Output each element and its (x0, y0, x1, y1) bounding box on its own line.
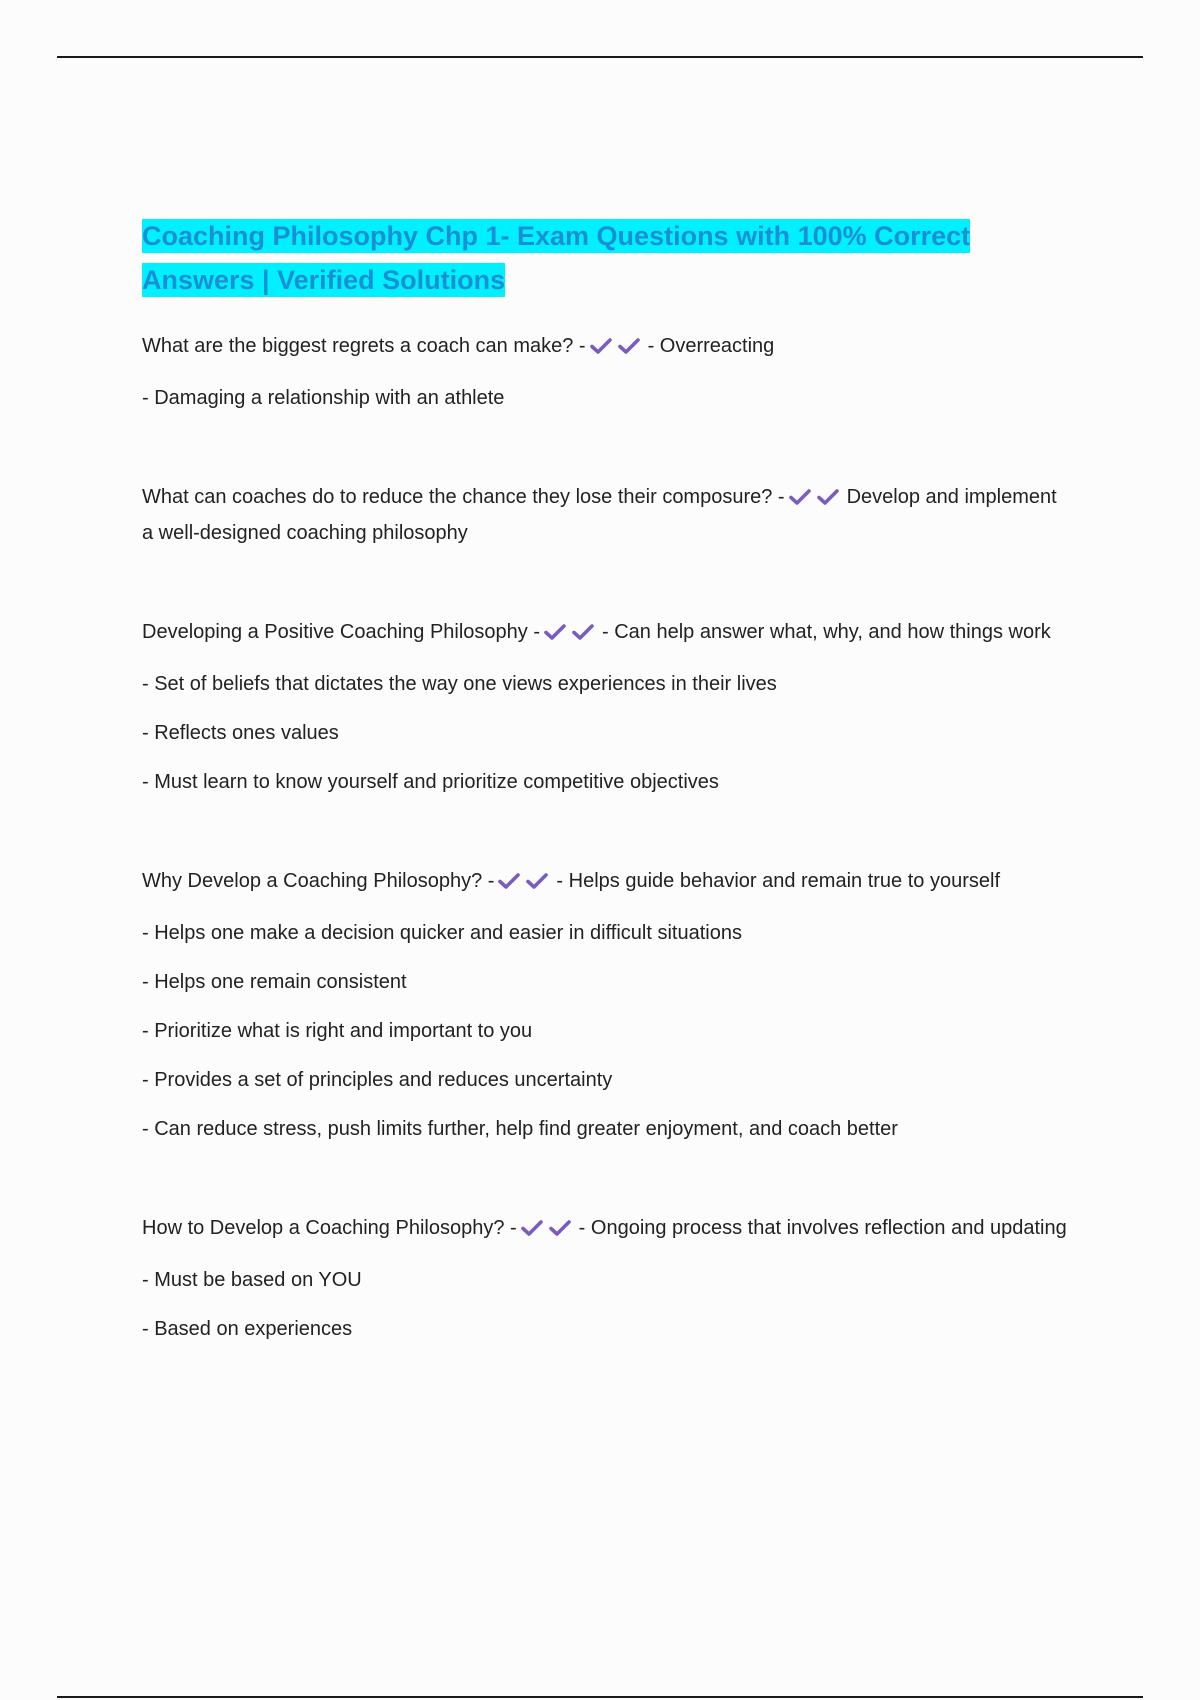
bottom-rule (57, 1696, 1143, 1698)
check-icon (498, 872, 520, 890)
answer-text: - Can help answer what, why, and how things work (602, 621, 1051, 643)
check-icon (789, 488, 811, 506)
qa-item (142, 330, 1072, 415)
check-icon (590, 337, 612, 355)
answer-text: Develop and implement a well-designed coaching philosophy (142, 486, 1057, 544)
answer-text: - Overreacting (647, 335, 775, 357)
check-icon (817, 488, 839, 506)
question-text: What can coaches do to reduce the chance they lose their composure? - (142, 486, 785, 508)
question-line (142, 330, 1072, 366)
check-icon (544, 623, 566, 641)
answer-bullet: - Can reduce stress, push limits further, help find greater enjoyment, and coach better (142, 1118, 898, 1140)
qa-item (142, 616, 1072, 799)
answer-bullet: - Set of beliefs that dictates the way one views experiences in their lives (142, 673, 777, 695)
answer-bullet: - Reflects ones values (142, 722, 339, 744)
document-content (142, 214, 1072, 1346)
question-line (142, 1212, 1072, 1248)
answer-text: - Helps guide behavior and remain true to yourself (556, 870, 1000, 892)
double-check-icon (544, 619, 600, 652)
double-check-icon (521, 1215, 577, 1248)
check-icon (549, 1219, 571, 1237)
answer-bullet: - Prioritize what is right and important to you (142, 1020, 533, 1042)
check-icon (572, 623, 594, 641)
answer-bullet: - Based on experiences (142, 1318, 353, 1340)
question-text: Why Develop a Coaching Philosophy? - (142, 870, 495, 892)
question-line (142, 865, 1072, 901)
title-line-2: Answers | Verified Solutions (142, 265, 506, 295)
check-icon (521, 1219, 543, 1237)
double-check-icon (498, 868, 554, 901)
double-check-icon (789, 484, 845, 517)
question-text: Developing a Positive Coaching Philosophy - (142, 621, 541, 643)
question-text: How to Develop a Coaching Philosophy? - (142, 1217, 517, 1239)
answer-text: - Ongoing process that involves reflection and updating (578, 1217, 1067, 1239)
question-line (142, 616, 1072, 652)
check-icon (526, 872, 548, 890)
check-icon (618, 337, 640, 355)
answer-bullet: - Helps one make a decision quicker and easier in difficult situations (142, 922, 742, 944)
qa-item (142, 865, 1072, 1146)
title-line-1: Coaching Philosophy Chp 1- Exam Questions with 100% Correct (142, 221, 971, 251)
answer-bullet: - Must learn to know yourself and prioritize competitive objectives (142, 771, 719, 793)
double-check-icon (590, 333, 646, 366)
top-rule (57, 56, 1143, 58)
answer-bullet: - Helps one remain consistent (142, 971, 407, 993)
question-text: What are the biggest regrets a coach can make? - (142, 335, 586, 357)
qa-item (142, 481, 1072, 550)
answer-bullet: - Must be based on YOU (142, 1269, 362, 1291)
document-title (142, 214, 1072, 302)
question-line (142, 481, 1072, 550)
qa-list (142, 330, 1072, 1346)
answer-bullet: - Damaging a relationship with an athlete (142, 387, 505, 409)
qa-item (142, 1212, 1072, 1346)
answer-bullet: - Provides a set of principles and reduces uncertainty (142, 1069, 613, 1091)
